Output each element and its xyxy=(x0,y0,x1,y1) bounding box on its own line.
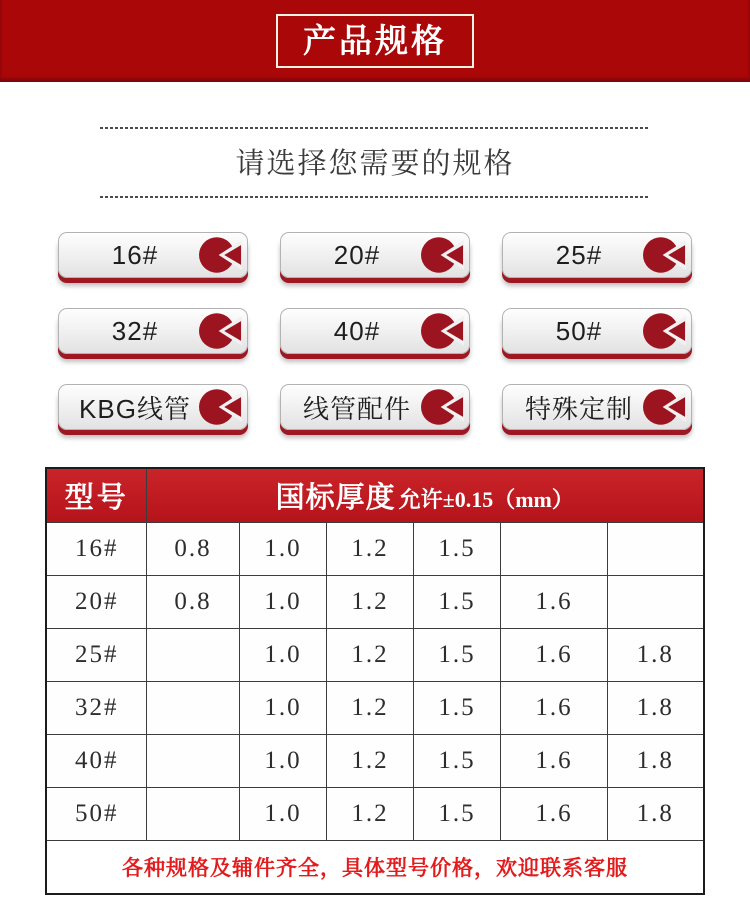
spec-table xyxy=(45,467,704,895)
click-pie-icon xyxy=(421,388,464,426)
thickness-cell: 1.5 xyxy=(413,788,500,841)
spec-button-label: 20# xyxy=(333,239,381,270)
thickness-cell: 1.8 xyxy=(607,788,703,841)
header-banner xyxy=(0,0,750,82)
click-pie-icon xyxy=(421,236,464,274)
table-footer-row xyxy=(46,841,703,895)
section-title: 请选择您需要的规格 xyxy=(235,148,515,180)
spec-button-25[interactable] xyxy=(502,232,692,278)
spec-button-40[interactable] xyxy=(280,308,470,354)
spec-button-grid xyxy=(0,232,750,430)
click-pie-icon xyxy=(199,312,242,350)
table-row-16 xyxy=(46,523,703,576)
spec-button-label: 线管配件 xyxy=(302,393,411,424)
thickness-cell: 1.5 xyxy=(413,629,500,682)
spec-button-label: 特殊定制 xyxy=(524,393,633,424)
spec-button-label: 32# xyxy=(111,315,159,346)
thickness-cell xyxy=(146,788,239,841)
model-cell: 40# xyxy=(46,735,146,788)
click-pie-icon xyxy=(199,236,242,274)
contact-note: 各种规格及辅件齐全，具体型号价格，欢迎联系客服 xyxy=(46,841,703,895)
click-pie-icon xyxy=(643,388,686,426)
table-row-20 xyxy=(46,576,703,629)
thickness-cell: 1.6 xyxy=(500,629,607,682)
thickness-cell: 1.0 xyxy=(239,523,326,576)
model-cell: 25# xyxy=(46,629,146,682)
spec-button-label: 50# xyxy=(555,315,603,346)
thickness-cell: 1.2 xyxy=(326,788,413,841)
table-row-40 xyxy=(46,735,703,788)
dashed-divider-bottom xyxy=(100,196,650,198)
thickness-cell xyxy=(146,682,239,735)
thickness-cell xyxy=(607,576,703,629)
spec-button-label: 25# xyxy=(555,239,603,270)
table-row-32 xyxy=(46,682,703,735)
page-title-box xyxy=(276,14,474,68)
spec-button-32[interactable] xyxy=(58,308,248,354)
thickness-cell: 1.2 xyxy=(326,682,413,735)
model-column-header: 型号 xyxy=(46,468,146,523)
spec-button-特殊定制[interactable] xyxy=(502,384,692,430)
thickness-cell: 1.8 xyxy=(607,682,703,735)
thickness-cell: 1.5 xyxy=(413,682,500,735)
thickness-cell: 1.0 xyxy=(239,735,326,788)
thickness-cell: 1.6 xyxy=(500,576,607,629)
thickness-cell: 1.0 xyxy=(239,682,326,735)
table-header-row xyxy=(46,468,703,523)
model-cell: 16# xyxy=(46,523,146,576)
spec-button-label: 16# xyxy=(111,239,159,270)
thickness-cell: 1.6 xyxy=(500,682,607,735)
thickness-cell: 1.8 xyxy=(607,629,703,682)
thickness-cell: 1.5 xyxy=(413,735,500,788)
thickness-cell: 1.0 xyxy=(239,629,326,682)
click-pie-icon xyxy=(421,312,464,350)
spec-button-label: 40# xyxy=(333,315,381,346)
thickness-cell: 0.8 xyxy=(146,576,239,629)
spec-button-label: KBG线管 xyxy=(79,393,191,424)
click-pie-icon xyxy=(643,312,686,350)
thickness-cell: 0.8 xyxy=(146,523,239,576)
click-pie-icon xyxy=(643,236,686,274)
thickness-cell: 1.5 xyxy=(413,576,500,629)
thickness-cell xyxy=(607,523,703,576)
table-row-25 xyxy=(46,629,703,682)
thickness-header-tolerance: 允许±0.15（mm） xyxy=(398,487,574,512)
spec-button-KBG线管[interactable] xyxy=(58,384,248,430)
thickness-cell xyxy=(146,735,239,788)
thickness-header-main: 国标厚度 xyxy=(275,482,396,514)
thickness-cell xyxy=(500,523,607,576)
thickness-cell: 1.2 xyxy=(326,735,413,788)
spec-button-线管配件[interactable] xyxy=(280,384,470,430)
thickness-cell: 1.2 xyxy=(326,629,413,682)
thickness-cell: 1.0 xyxy=(239,576,326,629)
thickness-cell: 1.6 xyxy=(500,735,607,788)
thickness-cell: 1.2 xyxy=(326,576,413,629)
thickness-cell: 1.5 xyxy=(413,523,500,576)
spec-button-50[interactable] xyxy=(502,308,692,354)
thickness-cell: 1.6 xyxy=(500,788,607,841)
model-cell: 20# xyxy=(46,576,146,629)
thickness-cell xyxy=(146,629,239,682)
model-cell: 50# xyxy=(46,788,146,841)
thickness-column-header xyxy=(146,468,703,523)
model-cell: 32# xyxy=(46,682,146,735)
spec-button-20[interactable] xyxy=(280,232,470,278)
click-pie-icon xyxy=(199,388,242,426)
spec-button-16[interactable] xyxy=(58,232,248,278)
thickness-cell: 1.0 xyxy=(239,788,326,841)
thickness-cell: 1.2 xyxy=(326,523,413,576)
table-row-50 xyxy=(46,788,703,841)
thickness-cell: 1.8 xyxy=(607,735,703,788)
page-title: 产品规格 xyxy=(303,22,447,60)
